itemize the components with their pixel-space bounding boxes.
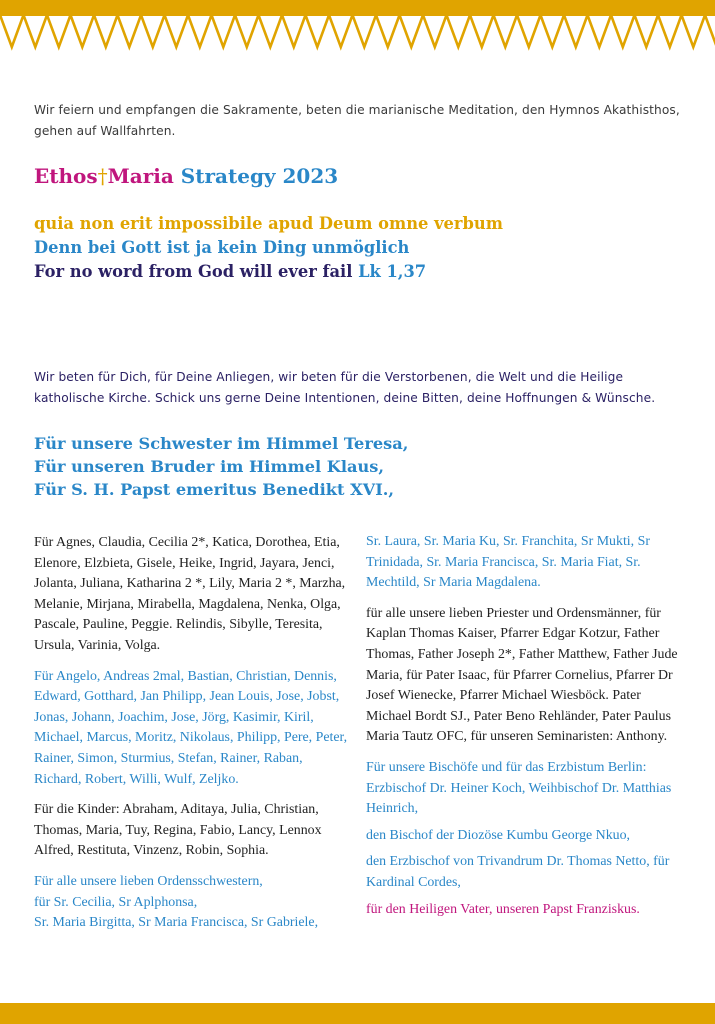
- intro-text: Wir feiern und empfangen die Sakramente, beten die marianische Meditation, den Hymnos Akathisthos, gehen auf Wallfahrten.: [34, 103, 680, 138]
- verse-german: Denn bei Gott ist ja kein Ding unmöglich: [34, 238, 410, 257]
- zigzag-border-top: [0, 0, 715, 52]
- gold-bar-bottom: [0, 1003, 715, 1024]
- sisters-line: für Sr. Cecilia, Sr Aplphonsa,: [34, 894, 198, 910]
- title-ethos: Ethos: [34, 164, 98, 188]
- prayer-text: Wir beten für Dich, für Deine Anliegen, wir beten für die Verstorbenen, die Welt und die Heilige katholische Kirche. Schick uns gerne Deine Intentionen, deine Bitten, deine Hoffnungen & Wünsche.: [34, 370, 656, 405]
- verse-latin: quia non erit impossibile apud Deum omne verbum: [34, 214, 503, 233]
- cross-icon: †: [97, 164, 108, 188]
- intentions-men: Für Angelo, Andreas 2mal, Bastian, Christian, Dennis, Edward, Gotthard, Jan Philipp, Jean Louis, Jose, Jobst, Jonas, Johann, Joachim, Jose, Jörg, Kasimir, Kiril, Michael, Marcus, Moritz, Nikolaus, Philipp, Pere, Peter, Rainer, Simon, Sturmius, Stefan, Rainer, Raban, Richard, Robert, Willi, Wulf, Zeljko.: [34, 668, 348, 787]
- dedication-heading: [34, 432, 694, 501]
- dedication-line: Für S. H. Papst emeritus Benedikt XVI.,: [34, 480, 395, 499]
- right-column: [366, 532, 686, 930]
- sisters-line: Für alle unsere lieben Ordensschwestern,: [34, 873, 263, 889]
- intentions-sisters-cont: Sr. Laura, Sr. Maria Ku, Sr. Franchita, Sr Mukti, Sr Trinidada, Sr. Maria Francisca, Sr. Maria Fiat, Sr. Mechtild, Sr Maria Magdalena.: [366, 534, 650, 591]
- verse-reference: Lk 1,37: [358, 262, 427, 281]
- title-strategy: Strategy 2023: [180, 164, 339, 188]
- intentions-bishop-kumbu: den Bischof der Diozöse Kumbu George Nkuo,: [366, 827, 630, 843]
- intentions-bishops: Für unsere Bischöfe und für das Erzbistum Berlin: Erzbischof Dr. Heiner Koch, Weihbischof Dr. Matthias Heinrich,: [366, 759, 672, 817]
- dedication-line: Für unsere Schwester im Himmel Teresa,: [34, 434, 409, 453]
- bible-verse: [34, 212, 684, 284]
- intentions-women: Für Agnes, Claudia, Cecilia 2*, Katica, Dorothea, Etia, Elenore, Elzbieta, Gisele, Heike, Ingrid, Jayara, Jenci, Jolanta, Juliana, Katharina 2 *, Lily, Maria 2 *, Marzha, Melanie, Mirjana, Mirabella, Magdalena, Nenka, Olga, Pascale, Pauline, Peggie. Relindis, Sibylle, Teresita, Ursula, Varinia, Volga.: [34, 535, 346, 653]
- dedication-line: Für unseren Bruder im Himmel Klaus,: [34, 457, 385, 476]
- intentions-sisters: [34, 872, 350, 934]
- intentions-pope: für den Heiligen Vater, unseren Papst Franziskus.: [366, 901, 640, 917]
- left-column: [34, 533, 350, 934]
- page-title: [34, 162, 684, 190]
- sisters-line: Sr. Maria Birgitta, Sr Maria Francisca, Sr Gabriele,: [34, 915, 319, 931]
- intentions-children: Für die Kinder: Abraham, Aditaya, Julia, Christian, Thomas, Maria, Tuy, Regina, Fabio, Lancy, Lennox Alfred, Restituta, Vinzenz, Robin, Sophia.: [34, 802, 322, 859]
- title-maria: Maria: [107, 164, 174, 188]
- intentions-bishop-trivandrum: den Erzbischof von Trivandrum Dr. Thomas Netto, für Kardinal Cordes,: [366, 854, 670, 890]
- verse-english: [34, 260, 684, 284]
- verse-english-text: For no word from God will ever fail: [34, 262, 353, 281]
- intentions-priests: für alle unsere lieben Priester und Ordensmänner, für Kaplan Thomas Kaiser, Pfarrer Edgar Kotzur, Father Thomas, Father Joseph 2*, Father Matthew, Father Jude Maria, für Pater Isaac, für Pfarrer Cornelius, Pfarrer Dr Josef Wienecke, Pfarrer Michael Wiesböck. Pater Michael Bordt SJ., Pater Beno Rehländer, Pater Paulus Maria Tautz OFC, für unseren Seminaristen: Anthony.: [366, 605, 678, 745]
